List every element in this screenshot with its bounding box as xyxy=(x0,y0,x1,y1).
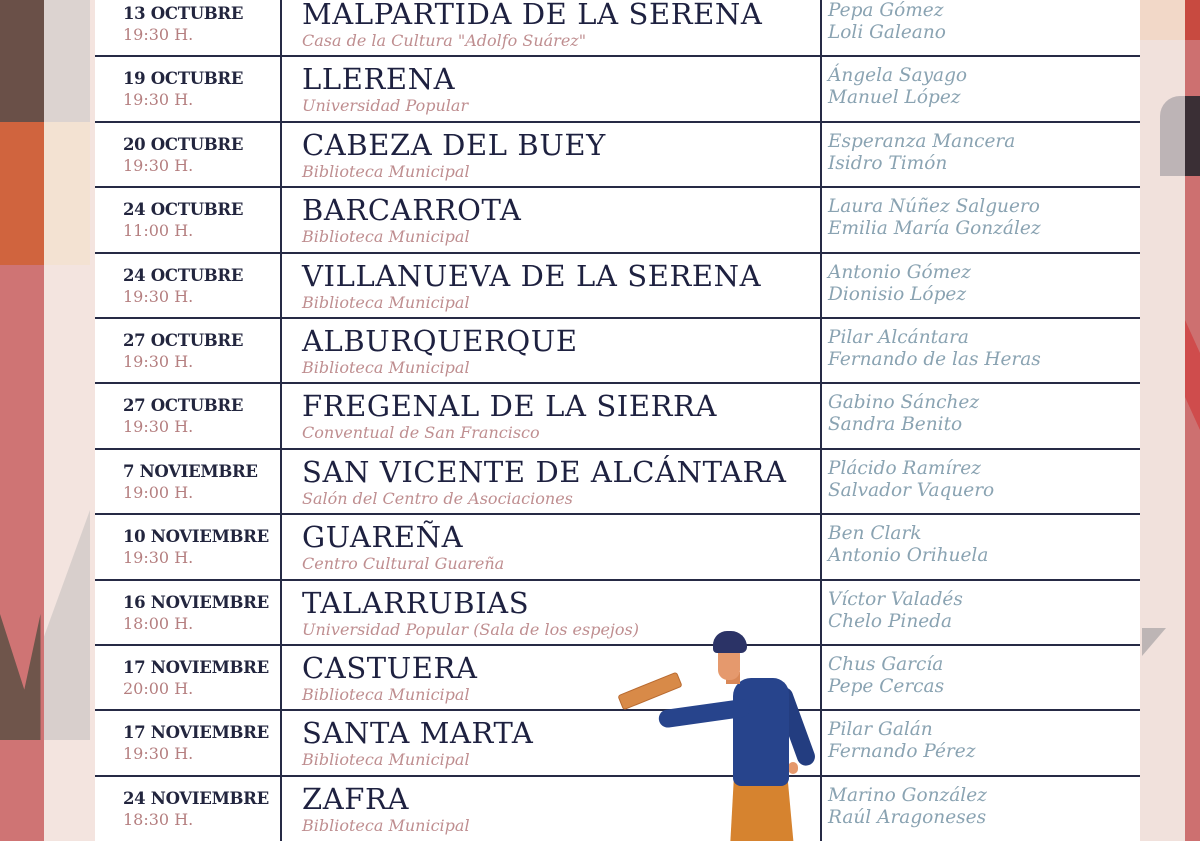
person-holding-pencil-illustration xyxy=(600,628,810,841)
participants-cell xyxy=(822,188,1140,251)
participants-cell xyxy=(822,254,1140,317)
date-cell xyxy=(95,188,282,251)
participant-name: Ángela Sayago xyxy=(828,65,968,87)
venue-cell xyxy=(282,0,822,55)
participants-cell xyxy=(822,319,1140,382)
schedule-row xyxy=(95,254,1140,319)
event-time: 20:00 H. xyxy=(123,678,194,698)
background-block-right-top xyxy=(1140,0,1185,40)
event-date: 17 NOVIEMBRE xyxy=(123,723,269,743)
participants-cell xyxy=(822,384,1140,447)
pencil-icon xyxy=(617,672,682,711)
background-arch-shape-dark xyxy=(1185,96,1200,176)
participants-cell xyxy=(822,0,1140,55)
event-time: 19:30 H. xyxy=(123,286,194,306)
event-date: 19 OCTUBRE xyxy=(123,69,244,89)
participant-name: Salvador Vaquero xyxy=(828,479,995,501)
schedule-row xyxy=(95,515,1140,580)
event-town: MALPARTIDA DE LA SERENA xyxy=(302,0,763,31)
date-cell xyxy=(95,581,282,644)
event-date: 24 OCTUBRE xyxy=(123,200,244,220)
event-town: VILLANUEVA DE LA SERENA xyxy=(302,258,762,293)
date-cell xyxy=(95,254,282,317)
participant-name: Raúl Aragoneses xyxy=(828,806,987,828)
event-town: SANTA MARTA xyxy=(302,716,534,751)
event-town: LLERENA xyxy=(302,62,456,97)
event-venue: Casa de la Cultura "Adolfo Suárez" xyxy=(302,31,587,50)
venue-cell xyxy=(282,188,822,251)
participant-name: Fernando Pérez xyxy=(828,741,976,763)
event-venue: Biblioteca Municipal xyxy=(302,161,470,181)
background-block-orange xyxy=(0,122,44,265)
participants-cell xyxy=(822,646,1140,709)
participant-name: Pepe Cercas xyxy=(828,675,945,697)
event-town: FREGENAL DE LA SIERRA xyxy=(302,389,718,424)
participant-name: Pilar Galán xyxy=(828,719,933,741)
date-cell xyxy=(95,450,282,513)
venue-cell xyxy=(282,515,822,578)
venue-cell xyxy=(282,450,822,513)
participant-name: Isidro Timón xyxy=(828,152,948,174)
participant-name: Sandra Benito xyxy=(828,414,963,436)
background-block-pink xyxy=(0,265,44,841)
background-block-grey xyxy=(44,0,90,122)
event-venue: Centro Cultural Guareña xyxy=(302,554,505,574)
background-block-right-redtop xyxy=(1185,0,1200,40)
event-venue: Salón del Centro de Asociaciones xyxy=(302,488,573,508)
participant-name: Antonio Orihuela xyxy=(828,545,989,567)
participant-name: Chelo Pineda xyxy=(828,610,953,632)
participant-name: Emilia María González xyxy=(828,218,1041,240)
venue-cell xyxy=(282,57,822,120)
event-time: 19:30 H. xyxy=(123,351,194,371)
date-cell xyxy=(95,123,282,186)
event-time: 19:30 H. xyxy=(123,548,194,568)
participant-name: Plácido Ramírez xyxy=(828,457,981,479)
venue-cell xyxy=(282,384,822,447)
event-date: 27 OCTUBRE xyxy=(123,396,244,416)
event-venue: Biblioteca Municipal xyxy=(302,684,470,704)
date-cell xyxy=(95,646,282,709)
event-venue: Biblioteca Municipal xyxy=(302,750,470,770)
participant-name: Loli Galeano xyxy=(828,22,946,43)
venue-cell xyxy=(282,123,822,186)
event-venue: Biblioteca Municipal xyxy=(302,815,470,835)
figure-hair xyxy=(713,631,747,653)
participant-name: Esperanza Mancera xyxy=(828,130,1016,152)
event-time: 19:30 H. xyxy=(123,417,194,437)
event-time: 19:30 H. xyxy=(123,744,194,764)
event-date: 13 OCTUBRE xyxy=(123,4,244,23)
participants-cell xyxy=(822,450,1140,513)
participants-cell xyxy=(822,515,1140,578)
date-cell xyxy=(95,319,282,382)
participants-cell xyxy=(822,581,1140,644)
event-time: 19:30 H. xyxy=(123,155,194,175)
event-town: ZAFRA xyxy=(302,781,409,816)
schedule-row xyxy=(95,319,1140,384)
event-time: 19:00 H. xyxy=(123,482,194,502)
event-town: CASTUERA xyxy=(302,650,478,685)
event-town: CABEZA DEL BUEY xyxy=(302,127,606,162)
date-cell xyxy=(95,384,282,447)
event-venue: Conventual de San Francisco xyxy=(302,423,540,443)
schedule-row xyxy=(95,384,1140,449)
event-venue: Biblioteca Municipal xyxy=(302,227,470,247)
event-venue: Biblioteca Municipal xyxy=(302,292,470,312)
background-block-cream xyxy=(44,122,90,265)
participants-cell xyxy=(822,57,1140,120)
participants-cell xyxy=(822,777,1140,841)
figure-skirt xyxy=(730,778,794,841)
event-date: 7 NOVIEMBRE xyxy=(123,461,258,481)
event-time: 18:30 H. xyxy=(123,809,194,829)
participant-name: Antonio Gómez xyxy=(828,261,971,283)
date-cell xyxy=(95,777,282,841)
participants-cell xyxy=(822,711,1140,774)
participant-name: Víctor Valadés xyxy=(828,588,963,610)
event-venue: Universidad Popular xyxy=(302,96,469,116)
date-cell xyxy=(95,57,282,120)
participant-name: Marino González xyxy=(828,784,987,806)
event-time: 19:30 H. xyxy=(123,90,194,110)
participant-name: Ben Clark xyxy=(828,523,922,545)
schedule-row xyxy=(95,450,1140,515)
schedule-row xyxy=(95,0,1140,57)
event-date: 16 NOVIEMBRE xyxy=(123,592,269,612)
figure-hand xyxy=(788,762,798,774)
schedule-row xyxy=(95,57,1140,122)
participant-name: Pepa Gómez xyxy=(828,0,944,21)
event-date: 17 NOVIEMBRE xyxy=(123,657,269,677)
event-date: 20 OCTUBRE xyxy=(123,134,244,154)
schedule-row xyxy=(95,123,1140,188)
event-date: 10 NOVIEMBRE xyxy=(123,527,269,547)
participant-name: Dionisio López xyxy=(828,283,967,305)
participants-cell xyxy=(822,123,1140,186)
date-cell xyxy=(95,0,282,55)
date-cell xyxy=(95,515,282,578)
date-cell xyxy=(95,711,282,774)
event-time: 18:00 H. xyxy=(123,613,194,633)
event-date: 24 OCTUBRE xyxy=(123,265,244,285)
event-town: BARCARROTA xyxy=(302,193,522,228)
participant-name: Laura Núñez Salguero xyxy=(828,196,1040,218)
event-time: 19:30 H. xyxy=(123,25,194,44)
participant-name: Gabino Sánchez xyxy=(828,392,980,414)
event-date: 24 NOVIEMBRE xyxy=(123,788,269,808)
participant-name: Chus García xyxy=(828,653,944,675)
event-date: 27 OCTUBRE xyxy=(123,330,244,350)
event-time: 11:00 H. xyxy=(123,221,194,241)
event-venue: Biblioteca Municipal xyxy=(302,357,470,377)
venue-cell xyxy=(282,254,822,317)
event-town: SAN VICENTE DE ALCÁNTARA xyxy=(302,454,787,489)
event-venue: Universidad Popular (Sala de los espejos) xyxy=(302,619,639,639)
figure-body xyxy=(733,678,789,786)
venue-cell xyxy=(282,319,822,382)
participant-name: Fernando de las Heras xyxy=(828,348,1041,370)
schedule-row xyxy=(95,188,1140,253)
participant-name: Manuel López xyxy=(828,87,961,109)
event-town: ALBURQUERQUE xyxy=(302,323,578,358)
event-town: TALARRUBIAS xyxy=(302,585,530,620)
event-town: GUAREÑA xyxy=(302,520,464,555)
background-block-brown xyxy=(0,0,44,122)
participant-name: Pilar Alcántara xyxy=(828,326,969,348)
